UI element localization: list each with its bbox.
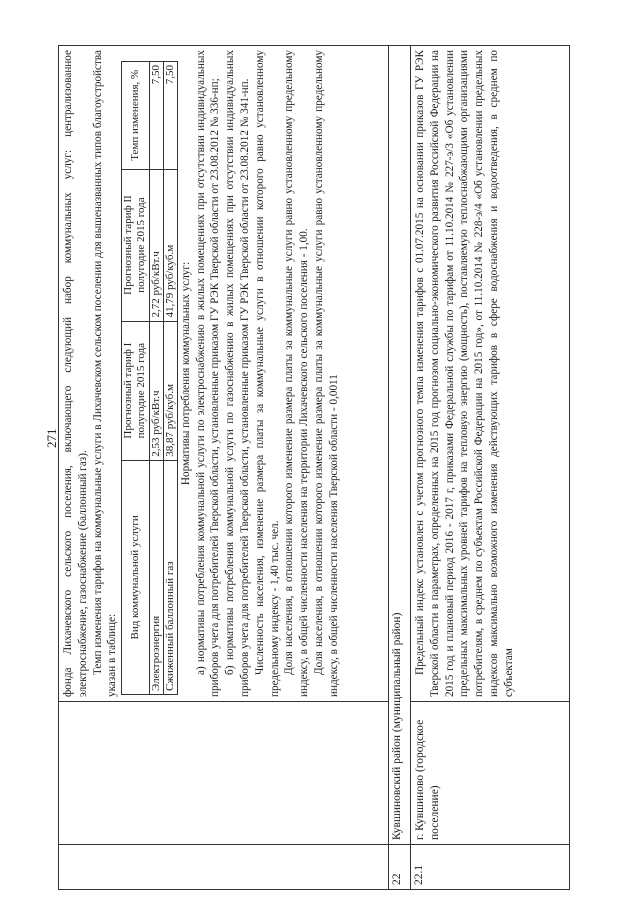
row-number-cell: 22.1 — [411, 845, 570, 890]
paragraph: Темп изменения тарифов на коммунальные услуги в Лихачевском сельском поселении для вышеназванных типов благоустройства указан в таблице: — [91, 50, 119, 697]
paragraph: Доля населения, в отношении которого изменение размера платы за коммунальные услуги равно установленному предельному индексу, в общей численности населения Тверской области - 0,0011 — [312, 50, 340, 697]
section-title-cell: Кувшиновский район (муниципальный район) — [389, 46, 411, 845]
tariff-table-header — [122, 61, 149, 694]
paragraph: а) нормативы потребления коммунальной услуги по электроснабжению в жилых помещениях при отсутствии индивидуальных приборов учета для потребителей Тверской области, установленные приказом ГУ РЭК Тверской области от 23.08.2012 № 336-нп; — [194, 50, 222, 697]
row-content-cell — [59, 46, 389, 702]
tariff-header-cell: Вид коммунальной услуги — [122, 460, 149, 694]
page-number: 271 — [44, 428, 59, 448]
paragraph: Численность населения, изменение размера платы за коммунальные услуги в отношении которого равно установленному предельному индексу - 1,40 тыс. чел. — [253, 50, 281, 697]
tariff-cell: 7,50 — [149, 61, 163, 169]
tariff-table — [121, 61, 178, 695]
tariff-cell: 2,53 руб/кВт.ч — [149, 321, 163, 460]
paragraph: Нормативы потребления коммунальных услуг: — [179, 261, 192, 486]
tariff-header-cell: Прогнозный тариф I полугодие 2015 года — [122, 321, 149, 460]
row-name-cell: г. Кувшиново (городское поселение) — [411, 702, 570, 845]
row-content-cell — [411, 46, 570, 702]
tariff-cell: Электроэнергия — [149, 460, 163, 694]
rotated-page-content — [58, 45, 570, 890]
main-table — [58, 45, 570, 890]
table-row — [389, 46, 411, 890]
paragraph: б) нормативы потребления коммунальной услуги по газоснабжению в жилых помещениях при отсутствии индивидуальных приборов учета для потребителей Тверской области, установленные приказом ГУ РЭК Тверской области от 23.08.2012 № 341-нп. — [224, 50, 251, 697]
tariff-cell: Сжиженный баллонный газ — [163, 460, 177, 694]
row-number-cell: 22 — [389, 845, 411, 890]
row-name-cell — [59, 702, 389, 845]
tariff-cell: 41,79 руб/куб.м — [163, 169, 177, 321]
tariff-header-cell: Темп изменения, % — [122, 61, 149, 169]
tariff-cell: 38,87 руб/куб.м — [163, 321, 177, 460]
row-number-cell — [59, 845, 389, 890]
tariff-header-cell: Прогнозный тариф II полугодие 2015 года — [122, 169, 149, 321]
tariff-cell: 2,72 руб/кВт.ч — [149, 169, 163, 321]
table-row — [59, 46, 389, 890]
paragraph: Предельный индекс установлен с учетом прогнозного темпа изменения тарифов с 01.07.2015 на основании приказов ГУ РЭК Тверской области в параметрах, определенных на 2015 год прогнозом социально-экономического развития Российской Федерации на 2015 год и плановый период 2016 - 2017 г, приказами Федеральной службы по тарифам от 11.10.2014 № 227-э/3 «Об установлении предельных максимальных уровней тарифов на тепловую энергию (мощность), поставляемую теплоснабжающими организациями потребителям, в среднем по субъектам Российской Федерации на 2015 год», от 11.10.2014 № 228-э/4 «Об установлении предельных индексов максимально возможного изменения действующих тарифов в сфере водоснабжения и водоотведения, в среднем по субъектам — [414, 50, 515, 697]
tariff-table-row — [163, 61, 177, 694]
paragraph: фонда Лихачевского сельского поселения, включающего следующий набор коммунальных услуг: централизованное электроснабжение, газоснабжение (баллонный газ). — [62, 50, 89, 697]
tariff-table-row — [149, 61, 163, 694]
table-row — [411, 46, 570, 890]
tariff-cell: 7,50 — [163, 61, 177, 169]
paragraph: Доля населения, в отношении которого изменение размера платы за коммунальные услуги равно установленному предельному индексу, в общей численности населения на территории Лихачевского сельского поселения - 1,00. — [283, 50, 311, 697]
